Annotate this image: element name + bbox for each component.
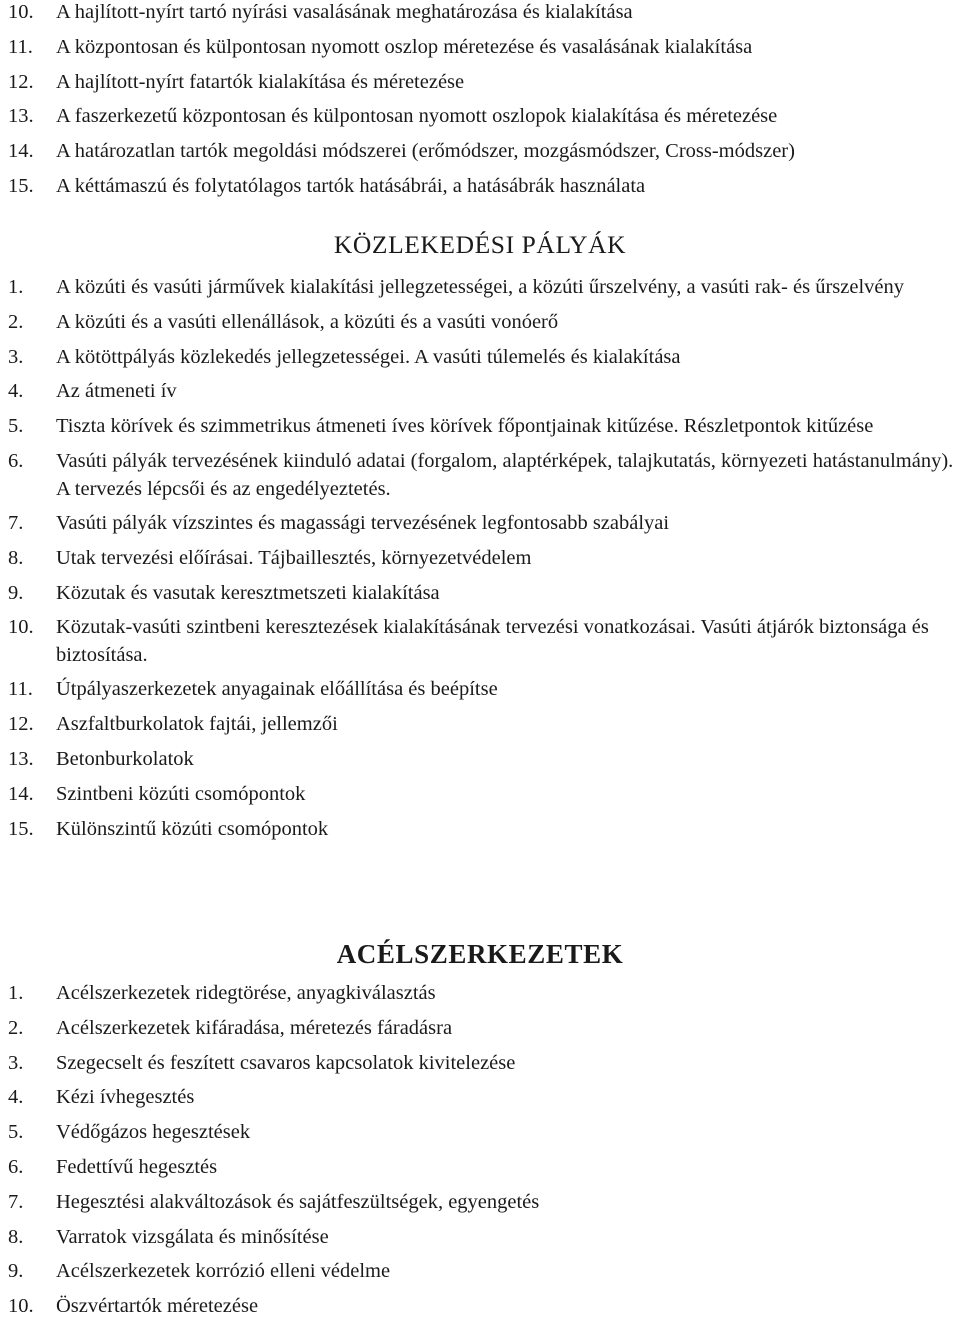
item-text: Az átmeneti ív xyxy=(56,380,177,403)
list-item xyxy=(0,576,960,611)
item-number: 3. xyxy=(8,1051,24,1074)
item-text: Védőgázos hegesztések xyxy=(56,1121,251,1144)
item-number: 4. xyxy=(8,1086,24,1109)
list-item xyxy=(0,742,960,777)
list-item xyxy=(0,1220,960,1255)
item-text: A határozatlan tartók megoldási módszerei (erőmódszer, mozgásmódszer, Cross-módszer) xyxy=(56,140,795,163)
item-number: 13. xyxy=(8,747,34,770)
item-text: Acélszerkezetek ridegtörése, anyagkiválasztás xyxy=(56,982,436,1004)
item-number: 3. xyxy=(8,345,24,368)
list-item xyxy=(0,1185,960,1220)
item-text: Vasúti pályák vízszintes és magassági tervezésének legfontosabb szabályai xyxy=(56,511,670,534)
item-number: 10. xyxy=(8,1,34,23)
list-item xyxy=(0,707,960,742)
item-number: 10. xyxy=(8,1295,34,1318)
item-number: 14. xyxy=(8,140,34,163)
item-number: 5. xyxy=(8,415,24,438)
item-text: Acélszerkezetek korrózió elleni védelme xyxy=(56,1260,391,1283)
list-item xyxy=(0,99,960,134)
list-item xyxy=(0,134,960,169)
list-item xyxy=(0,1115,960,1150)
list-item xyxy=(0,777,960,812)
item-number: 7. xyxy=(8,511,24,534)
list-item xyxy=(0,1289,960,1324)
list-item xyxy=(0,409,960,444)
list-item xyxy=(0,340,960,375)
item-number: 10. xyxy=(8,616,34,639)
item-number: 6. xyxy=(8,1155,24,1178)
item-text: Különszintű közúti csomópontok xyxy=(56,817,329,840)
item-number: 15. xyxy=(8,174,34,197)
item-text: A kéttámaszú és folytatólagos tartók hatásábrái, a hatásábrák használata xyxy=(56,174,646,197)
list-item xyxy=(0,65,960,100)
item-number: 9. xyxy=(8,581,24,604)
item-text: A közúti és a vasúti ellenállások, a közúti és a vasúti vonóerő xyxy=(56,310,559,333)
list-item xyxy=(0,0,960,30)
list-item xyxy=(0,1011,960,1046)
item-text: A faszerkezetű központosan és külpontosan nyomott oszlopok kialakítása és méretezése xyxy=(56,105,778,128)
item-number: 8. xyxy=(8,1225,24,1248)
item-text: Szintbeni közúti csomópontok xyxy=(56,782,306,805)
item-text: Közutak és vasutak keresztmetszeti kialakítása xyxy=(56,581,440,604)
list-item xyxy=(0,1080,960,1115)
list-item xyxy=(0,30,960,65)
list-item xyxy=(0,374,960,409)
item-text: Varratok vizsgálata és minősítése xyxy=(56,1225,329,1248)
list-item xyxy=(0,1254,960,1289)
list-item xyxy=(0,270,960,305)
item-number: 2. xyxy=(8,1016,24,1039)
list-item xyxy=(0,541,960,576)
item-number: 11. xyxy=(8,35,33,58)
section-heading-kozlekedesi-palyak: KÖZLEKEDÉSI PÁLYÁK xyxy=(333,230,627,259)
list-item xyxy=(0,1046,960,1081)
item-number: 12. xyxy=(8,70,34,93)
item-number: 9. xyxy=(8,1260,24,1283)
item-number: 5. xyxy=(8,1121,24,1144)
item-text: Acélszerkezetek kifáradása, méretezés fáradásra xyxy=(56,1016,453,1039)
list-item xyxy=(0,1150,960,1185)
item-number: 1. xyxy=(8,982,24,1004)
list-item xyxy=(0,610,960,672)
item-number: 8. xyxy=(8,546,24,569)
item-number: 2. xyxy=(8,310,24,333)
item-number: 11. xyxy=(8,678,33,701)
item-text: A kötöttpályás közlekedés jellegzetességei. A vasúti túlemelés és kialakítása xyxy=(56,345,681,368)
item-text: Szegecselt és feszített csavaros kapcsolatok kivitelezése xyxy=(56,1051,516,1074)
item-text: Betonburkolatok xyxy=(56,747,194,770)
item-text: Hegesztési alakváltozások és sajátfeszültségek, egyengetés xyxy=(56,1190,540,1213)
list-item xyxy=(0,976,960,1011)
item-text: A közúti és vasúti járművek kialakítási jellegzetességei, a közúti űrszelvény, a vasúti rak- és űrszelvény xyxy=(56,276,904,298)
item-text: Útpályaszerkezetek anyagainak előállítása és beépítse xyxy=(56,678,498,701)
item-text: A hajlított-nyírt fatartók kialakítása és méretezése xyxy=(56,70,465,93)
steel-structures-topic-list xyxy=(0,976,960,1324)
item-text: A hajlított-nyírt tartó nyírási vasalásának meghatározása és kialakítása xyxy=(56,1,633,23)
item-text: Aszfaltburkolatok fajtái, jellemzői xyxy=(56,713,338,736)
section-heading-acelszerkezetek: ACÉLSZERKEZETEK xyxy=(336,939,624,969)
statics-topic-list xyxy=(0,0,960,204)
item-text: Vasúti pályák tervezésének kiinduló adatai (forgalom, alaptérképek, talajkutatás, környezeti hatástanulmány). A tervezés lépcsői és az engedélyeztetés. xyxy=(56,449,954,500)
item-text: A központosan és külpontosan nyomott oszlop méretezése és vasalásának kialakítása xyxy=(56,35,753,58)
item-number: 7. xyxy=(8,1190,24,1213)
item-number: 13. xyxy=(8,105,34,128)
item-number: 14. xyxy=(8,782,34,805)
list-item xyxy=(0,506,960,541)
list-item xyxy=(0,444,960,506)
list-item xyxy=(0,812,960,847)
item-text: Tiszta körívek és szimmetrikus átmeneti íves körívek főpontjainak kitűzése. Részletpontok kitűzése xyxy=(56,415,874,438)
item-number: 1. xyxy=(8,276,24,298)
item-text: Utak tervezési előírásai. Tájbaillesztés, környezetvédelem xyxy=(56,546,532,569)
item-number: 12. xyxy=(8,713,34,736)
item-number: 15. xyxy=(8,817,34,840)
list-item xyxy=(0,169,960,204)
list-item xyxy=(0,305,960,340)
item-text: Kézi ívhegesztés xyxy=(56,1086,195,1109)
item-text: Fedettívű hegesztés xyxy=(56,1155,218,1178)
item-number: 4. xyxy=(8,380,24,403)
item-number: 6. xyxy=(8,449,24,472)
transport-topic-list xyxy=(0,270,960,846)
list-item xyxy=(0,672,960,707)
item-text: Közutak-vasúti szintbeni keresztezések kialakításának tervezési vonatkozásai. Vasúti átjárók biztonsága és biztosítása. xyxy=(56,616,929,667)
item-text: Öszvértartók méretezése xyxy=(56,1295,259,1318)
